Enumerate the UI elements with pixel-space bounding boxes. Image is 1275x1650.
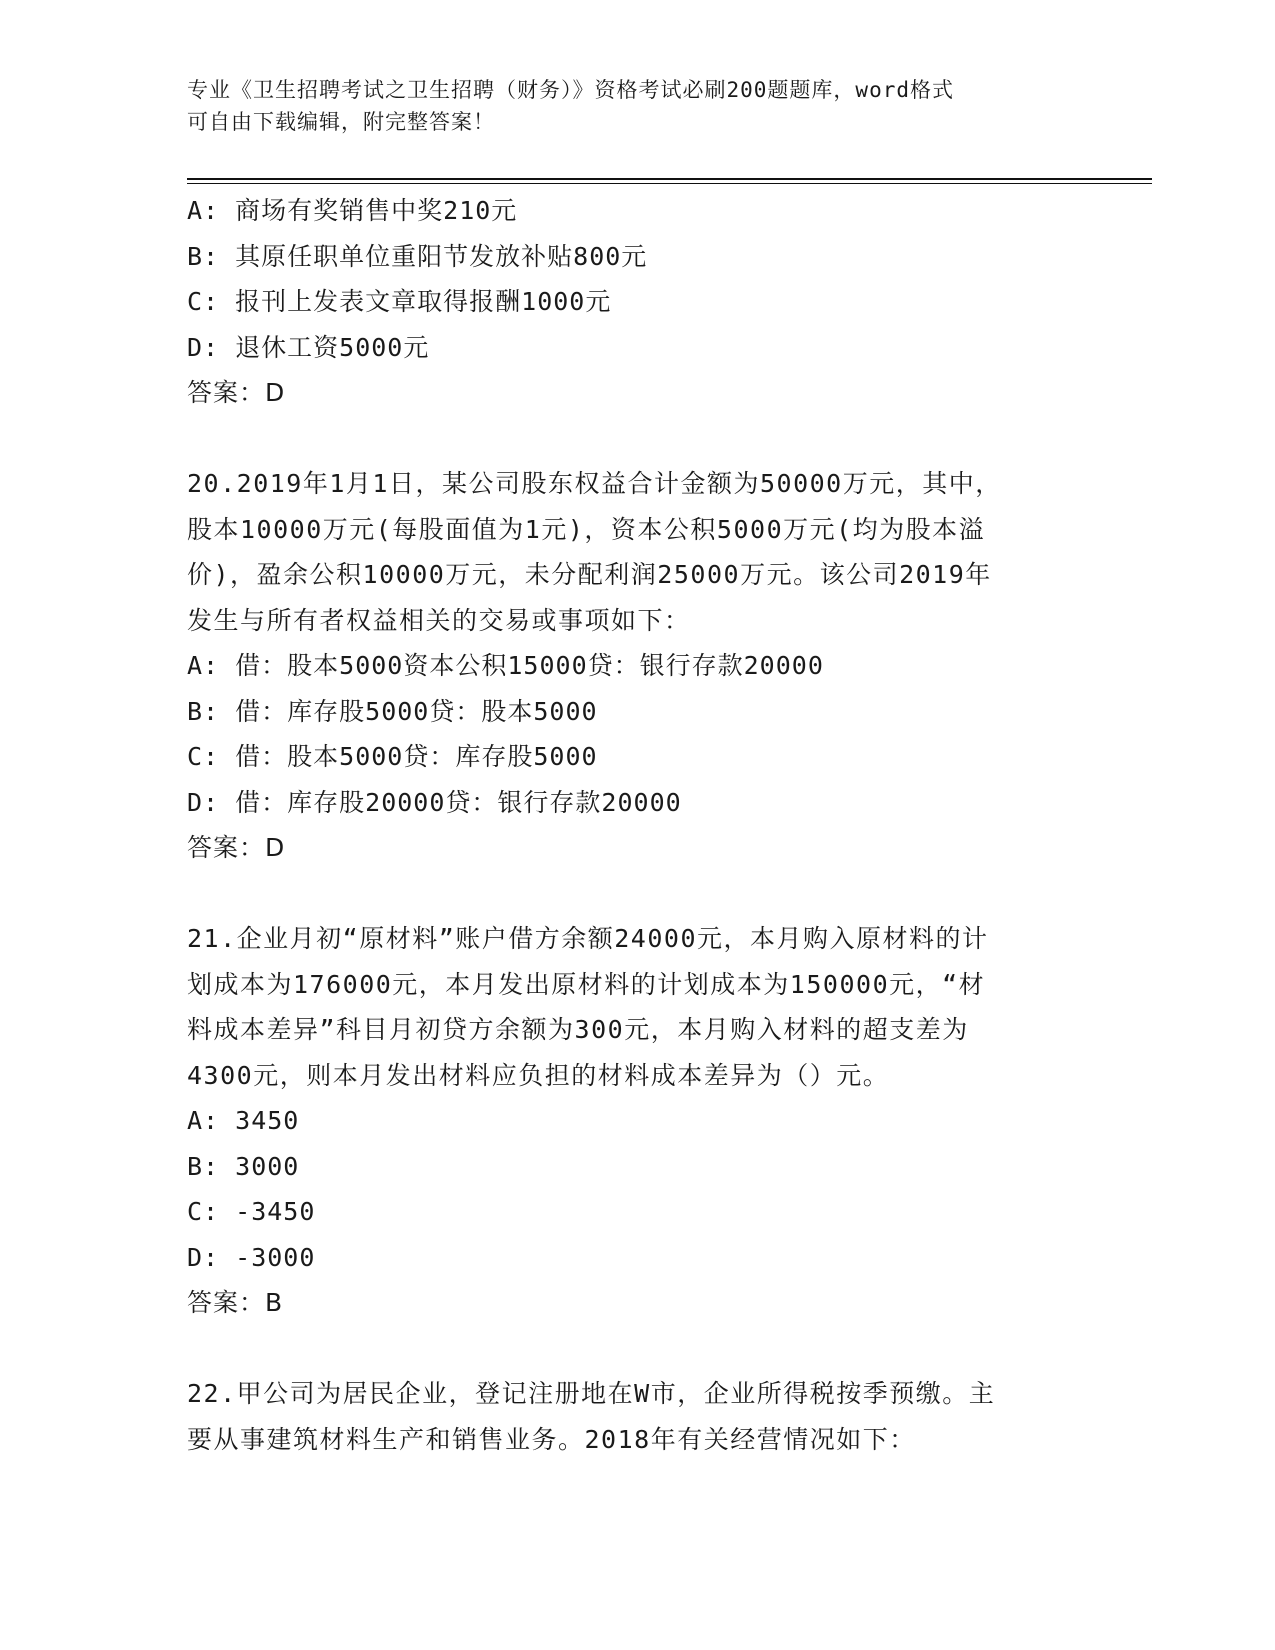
spacer	[187, 871, 1087, 917]
stem-line: 划成本为176000元，本月发出原材料的计划成本为150000元，“材	[187, 969, 986, 999]
option-b: B: 3000	[187, 1151, 300, 1181]
option-d: D: 退休工资5000元	[187, 332, 430, 362]
document-header	[187, 74, 1087, 138]
header-line-2: 可自由下载编辑，附完整答案！	[187, 110, 495, 134]
stem-line: 22.甲公司为居民企业，登记注册地在W市，企业所得税按季预缴。主	[187, 1379, 996, 1408]
option-d: D: -3000	[187, 1242, 316, 1272]
option-d: D: 借：库存股20000贷：银行存款20000	[187, 787, 682, 817]
question-list	[187, 188, 1087, 1462]
question-stem	[187, 1371, 1087, 1462]
option-a: A: 商场有奖销售中奖210元	[187, 196, 518, 225]
question-stem	[187, 461, 1087, 643]
stem-line: 4300元，则本月发出材料应负担的材料成本差异为（）元。	[187, 1060, 890, 1090]
stem-line: 价)，盈余公积10000万元，未分配利润25000万元。该公司2019年	[187, 560, 992, 589]
stem-line: 发生与所有者权益相关的交易或事项如下：	[187, 605, 691, 635]
stem-line: 21.企业月初“原材料”账户借方余额24000元，本月购入原材料的计	[187, 924, 989, 953]
option-b: B: 借：库存股5000贷：股本5000	[187, 696, 598, 726]
header-divider-thick	[187, 178, 1152, 180]
option-c: C: -3450	[187, 1197, 316, 1226]
stem-line: 20.2019年1月1日，某公司股东权益合计金额为50000万元，其中，	[187, 469, 1002, 498]
header-line-1: 专业《卫生招聘考试之卫生招聘（财务）》资格考试必刷200题题库，word格式	[187, 78, 954, 102]
header-divider-thin	[187, 183, 1152, 184]
stem-line: 料成本差异”科目月初贷方余额为300元，本月购入材料的超支差为	[187, 1015, 969, 1044]
question-20	[187, 461, 1087, 871]
option-a: A: 3450	[187, 1106, 300, 1135]
question-22	[187, 1371, 1087, 1462]
option-a: A: 借：股本5000资本公积15000贷：银行存款20000	[187, 651, 824, 680]
stem-line: 要从事建筑材料生产和销售业务。2018年有关经营情况如下：	[187, 1424, 916, 1454]
answer: 答案：D	[187, 833, 286, 862]
question-stem	[187, 916, 1087, 1098]
question-19	[187, 188, 1087, 416]
stem-line: 股本10000万元(每股面值为1元)，资本公积5000万元(均为股本溢	[187, 514, 986, 544]
option-b: B: 其原任职单位重阳节发放补贴800元	[187, 241, 648, 271]
spacer	[187, 416, 1087, 462]
option-c: C: 借：股本5000贷：库存股5000	[187, 742, 598, 771]
question-21	[187, 916, 1087, 1326]
answer: 答案：D	[187, 378, 286, 407]
answer: 答案：B	[187, 1288, 284, 1317]
spacer	[187, 1326, 1087, 1372]
option-c: C: 报刊上发表文章取得报酬1000元	[187, 287, 612, 316]
